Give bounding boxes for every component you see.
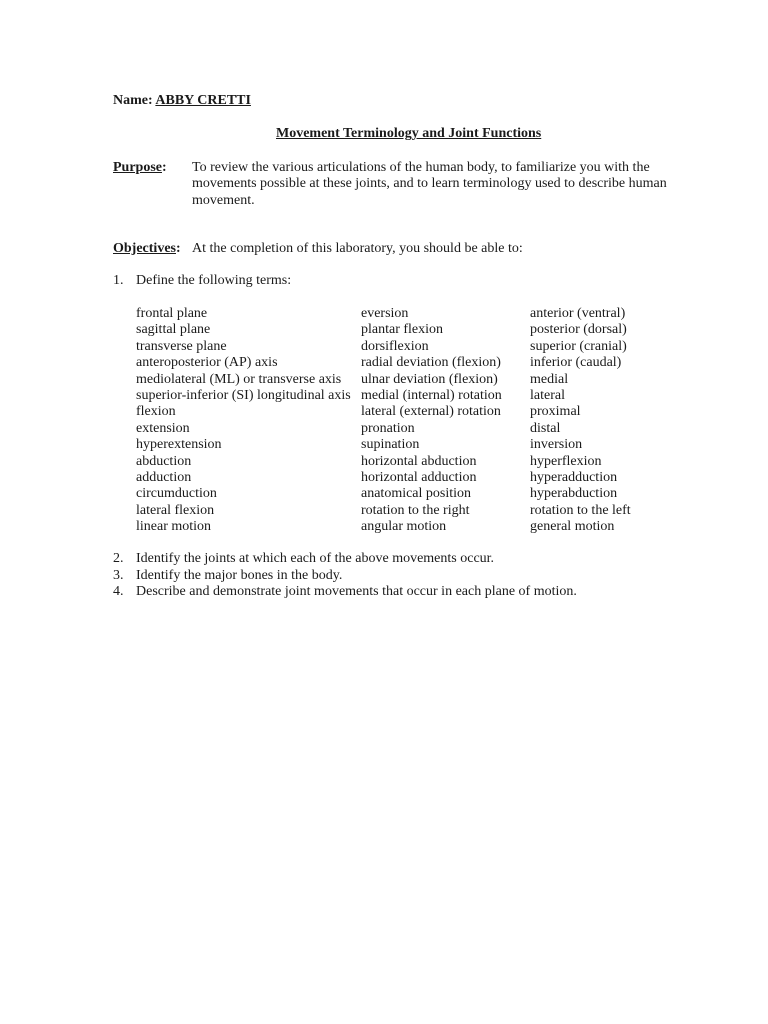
term-item: rotation to the left: [530, 502, 631, 518]
term-item: frontal plane: [136, 306, 208, 321]
term-item: abduction: [136, 453, 192, 469]
name-value: ABBY CRETTI: [155, 93, 251, 108]
term-item: anatomical position: [361, 486, 472, 502]
item-1-number: 1.: [113, 273, 124, 288]
terms-column-2: [361, 306, 530, 535]
term-item: mediolateral (ML) or transverse axis: [136, 371, 342, 387]
term-item: medial (internal) rotation: [361, 387, 502, 403]
term-item: inferior (caudal): [530, 355, 622, 371]
term-item: adduction: [136, 469, 192, 485]
term-item: superior (cranial): [530, 338, 627, 354]
term-item: distal: [530, 420, 561, 436]
term-item: anterior (ventral): [530, 306, 626, 321]
name-label: Name:: [113, 93, 153, 108]
list-item: [113, 584, 577, 601]
objectives-label: [113, 241, 181, 257]
term-item: lateral: [530, 387, 565, 403]
term-item: hyperabduction: [530, 486, 618, 502]
item-1-text: Define the following terms:: [136, 273, 292, 288]
purpose-label-text: Purpose: [113, 160, 162, 175]
term-item: anteroposterior (AP) axis: [136, 355, 278, 371]
term-item: proximal: [530, 404, 581, 420]
term-item: circumduction: [136, 486, 217, 502]
name-line: [113, 93, 251, 109]
terms-column-1: [136, 306, 361, 535]
term-item: general motion: [530, 519, 615, 535]
terms-table: [136, 306, 640, 535]
term-item: superior-inferior (SI) longitudinal axis: [136, 387, 351, 403]
term-item: lateral flexion: [136, 502, 215, 518]
term-item: lateral (external) rotation: [361, 404, 501, 420]
terms-column-3: [530, 306, 640, 535]
term-item: inversion: [530, 437, 583, 453]
term-item: extension: [136, 420, 190, 436]
term-item: plantar flexion: [361, 322, 444, 338]
term-item: rotation to the right: [361, 502, 470, 518]
term-item: linear motion: [136, 519, 212, 535]
list-item-text: Identify the major bones in the body.: [136, 567, 343, 583]
term-item: eversion: [361, 306, 409, 321]
objectives-label-text: Objectives: [113, 241, 176, 256]
term-item: radial deviation (flexion): [361, 355, 501, 371]
term-item: hyperflexion: [530, 453, 602, 469]
term-item: horizontal abduction: [361, 453, 477, 469]
term-item: angular motion: [361, 519, 447, 535]
list-item-number: 3.: [113, 567, 124, 583]
term-item: horizontal adduction: [361, 469, 477, 485]
term-item: medial: [530, 371, 569, 387]
term-item: hyperextension: [136, 437, 222, 453]
objectives-label-colon: :: [175, 241, 181, 256]
term-item: sagittal plane: [136, 322, 211, 338]
list-item: [113, 568, 577, 585]
list-item-number: 4.: [113, 584, 124, 600]
term-item: flexion: [136, 404, 176, 420]
list-item-text: Describe and demonstrate joint movements that occur in each plane of motion.: [136, 584, 577, 600]
purpose-text: To review the various articulations of the human body, to familiarize you with the movements possible at these joints, and to learn terminology used to describe human movement.: [192, 160, 667, 208]
objectives-list-continued: [113, 551, 577, 601]
list-item-number: 2.: [113, 551, 124, 566]
document-title: Movement Terminology and Joint Functions: [276, 126, 542, 141]
term-item: supination: [361, 437, 420, 453]
term-item: dorsiflexion: [361, 338, 429, 354]
purpose-label-colon: :: [162, 160, 167, 175]
list-item-text: Identify the joints at which each of the above movements occur.: [136, 551, 495, 566]
term-item: ulnar deviation (flexion): [361, 371, 498, 387]
term-item: hyperadduction: [530, 469, 618, 485]
list-item: [113, 551, 577, 568]
term-item: transverse plane: [136, 338, 227, 354]
objectives-text: At the completion of this laboratory, you should be able to:: [192, 241, 523, 256]
term-item: posterior (dorsal): [530, 322, 627, 338]
term-item: pronation: [361, 420, 415, 436]
purpose-label: [113, 160, 167, 176]
